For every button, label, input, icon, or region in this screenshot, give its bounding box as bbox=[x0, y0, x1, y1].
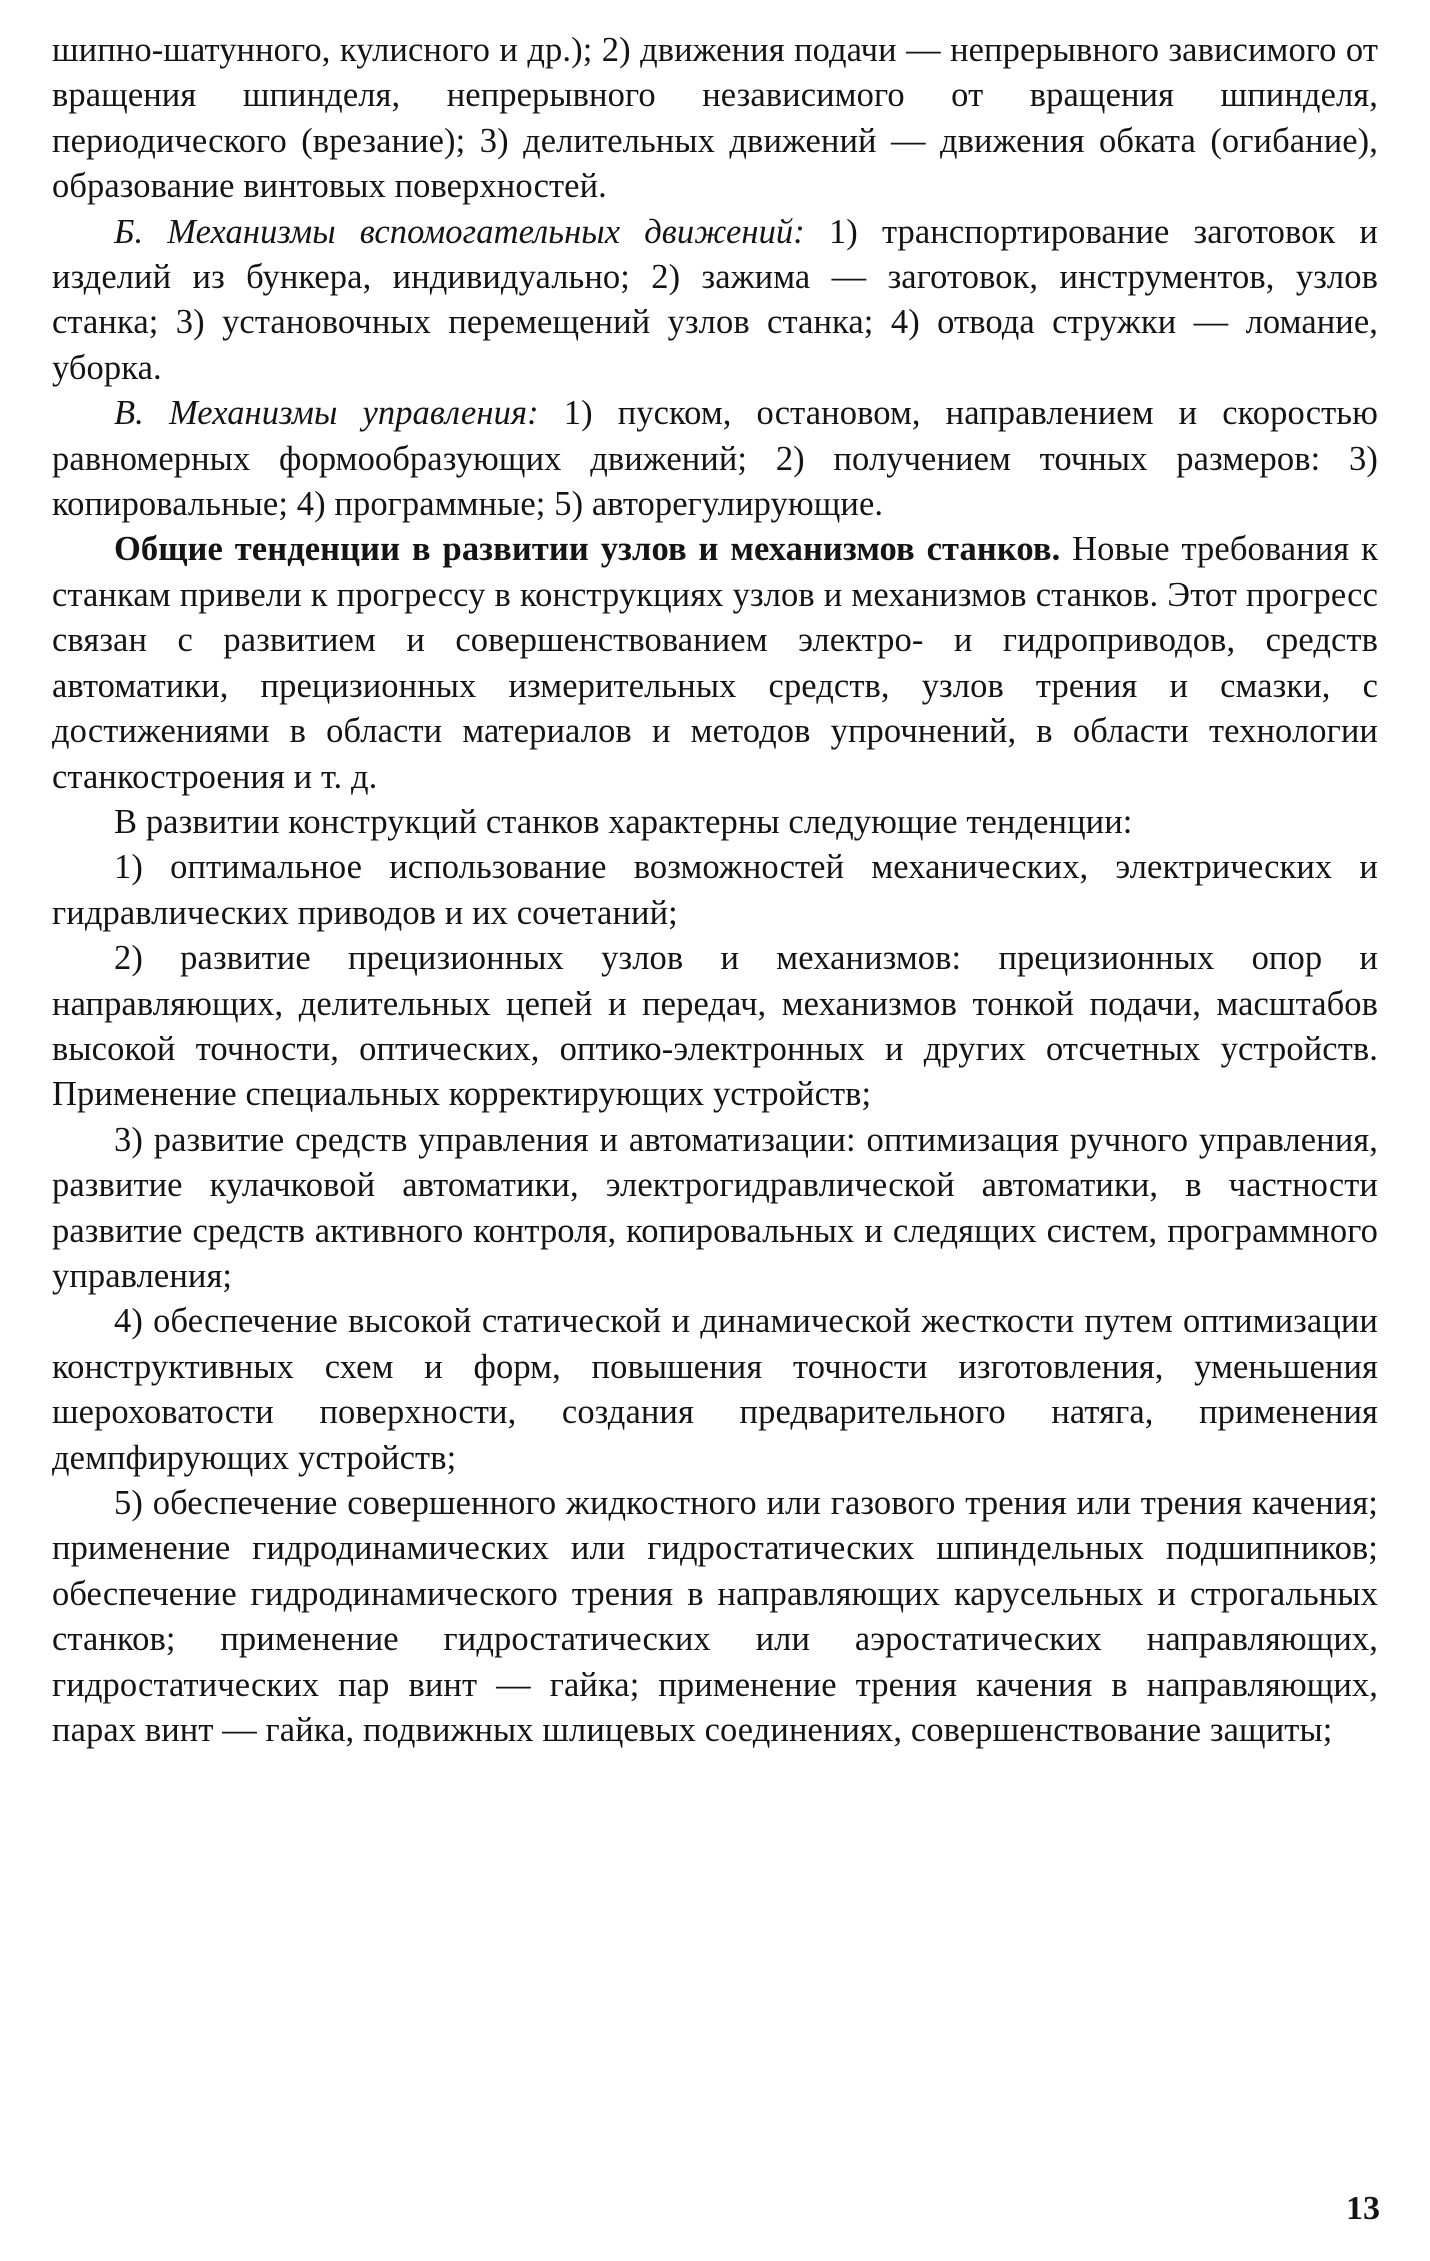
list-item-5-text: 5) обеспечение совершенного жидкостного или газового трения или трения качения; применение гидродинамических или гидростатических шпиндельных подшипников; обеспечение гидродинамического трения в направляющих карусельных и строгальных станков; применение гидростатических или аэростатических направляющих, гидростатических пар винт — гайка; применение трения качения в направляющих, парах винт — гайка, подвижных шлицевых соединениях, совершенствование защиты; bbox=[52, 1484, 1378, 1750]
list-item-3-text: 3) развитие средств управления и автоматизации: оптимизация ручного управления, развитие кулачковой автоматики, электрогидравлической автоматики, в частности развитие средств активного контроля, копировальных и следящих систем, программного управления; bbox=[52, 1120, 1378, 1295]
paragraph-3-lead: В. Механизмы управления: bbox=[114, 394, 539, 433]
paragraph-3-text: 1) пуском, остановом, направлением и скоростью равномерных формообразующих движений; 2) получением точных размеров: 3) копировальные; 4) программные; 5) авторегулирующие. bbox=[52, 394, 1378, 524]
list-item-1-text: 1) оптимальное использование возможностей механических, электрических и гидравлических приводов и их сочетаний; bbox=[52, 848, 1378, 932]
list-item-2 bbox=[52, 936, 1378, 1118]
paragraph-1 bbox=[52, 28, 1378, 210]
paragraph-3 bbox=[52, 391, 1378, 527]
paragraph-2-lead: Б. Механизмы вспомогательных движений: bbox=[114, 212, 805, 251]
paragraph-5 bbox=[52, 800, 1378, 845]
list-item-4 bbox=[52, 1299, 1378, 1481]
paragraph-4-lead: Общие тенденции в развитии узлов и механизмов станков. bbox=[114, 530, 1061, 569]
paragraph-2-text: 1) транспортирование заготовок и изделий из бункера, индивидуально; 2) зажима — заготовок, инструментов, узлов станка; 3) установочных перемещений узлов станка; 4) отвода стружки — ломание, уборка. bbox=[52, 212, 1378, 387]
paragraph-5-text: В развитии конструкций станков характерны следующие тенденции: bbox=[114, 802, 1133, 841]
list-item-4-text: 4) обеспечение высокой статической и динамической жесткости путем оптимизации конструктивных схем и форм, повышения точности изготовления, уменьшения шероховатости поверхности, создания предварительного натяга, применения демпфирующих устройств; bbox=[52, 1302, 1378, 1477]
paragraph-2 bbox=[52, 210, 1378, 392]
list-item-3 bbox=[52, 1118, 1378, 1300]
page-number: 13 bbox=[1346, 2190, 1380, 2227]
paragraph-1-text: шипно-шатунного, кулисного и др.); 2) движения подачи — непрерывного зависимого от вращения шпинделя, непрерывного независимого от вращения шпинделя, периодического (врезание); 3) делительных движений — движения обката (огибание), образование винтовых поверхностей. bbox=[52, 31, 1378, 206]
document-page bbox=[52, 28, 1378, 2228]
paragraph-4 bbox=[52, 527, 1378, 799]
list-item-2-text: 2) развитие прецизионных узлов и механизмов: прецизионных опор и направляющих, делительных цепей и передач, механизмов тонкой подачи, масштабов высокой точности, оптических, оптико-электронных и других отсчетных устройств. Применение специальных корректирующих устройств; bbox=[52, 939, 1378, 1114]
list-item-5 bbox=[52, 1481, 1378, 1753]
paragraph-4-text: Новые требования к станкам привели к прогрессу в конструкциях узлов и механизмов станков. Этот прогресс связан с развитием и совершенствованием электро- и гидроприводов, средств автоматики, прецизионных измерительных средств, узлов трения и смазки, с достижениями в области материалов и методов упрочнений, в области технологии станкостроения и т. д. bbox=[52, 530, 1378, 796]
list-item-1 bbox=[52, 845, 1378, 936]
